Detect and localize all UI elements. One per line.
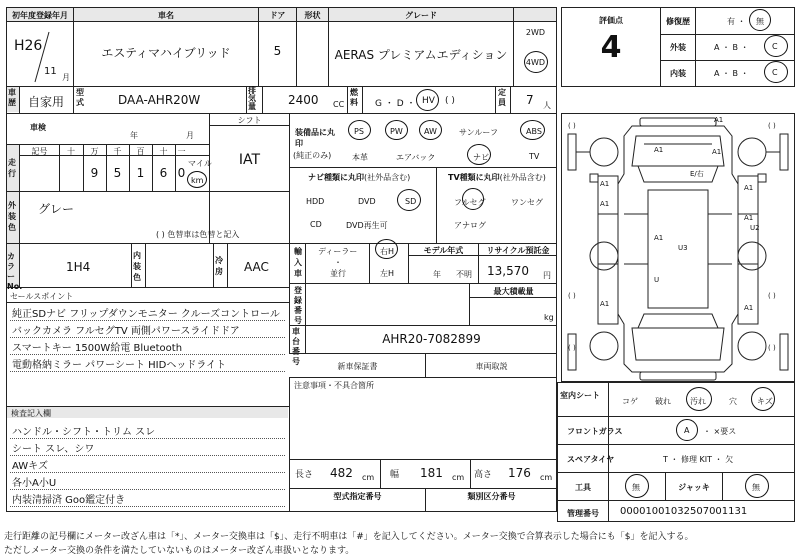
- length-value: 482: [330, 466, 353, 480]
- import-parallel: 並行: [330, 269, 346, 278]
- diagram-damage-label: A1: [600, 200, 610, 208]
- equip-airbag: エアバック: [396, 153, 436, 162]
- capacity-unit: 人: [543, 101, 551, 110]
- jack-value: 無: [752, 483, 760, 492]
- exterior-options: A ・ B ・: [714, 43, 749, 52]
- width-value: 181: [420, 466, 443, 480]
- capacity: 7: [526, 93, 534, 107]
- grade-label: グレード: [405, 11, 437, 20]
- mileage-digit: 9: [90, 166, 99, 180]
- first-reg-month-unit: 月: [62, 73, 70, 82]
- fuel-label: 燃料: [350, 88, 358, 107]
- mgmt-value: 00001001032507001131: [620, 506, 748, 517]
- windshield-label: フロントガラス: [567, 427, 623, 436]
- inspector-line-3: AWキズ: [12, 461, 48, 472]
- door-label: ドア: [269, 11, 286, 20]
- import-dot: ・: [334, 258, 342, 267]
- capacity-label: 定員: [498, 88, 506, 107]
- tools-value: 無: [632, 483, 640, 492]
- diagram-damage-label: A1: [744, 184, 754, 192]
- model-label: 型式: [76, 88, 84, 107]
- drive-2wd: 2WD: [525, 28, 546, 37]
- svg-text:( ): ( ): [768, 292, 776, 300]
- navi-hdd: HDD: [306, 197, 325, 206]
- import-dealer: ディーラー: [318, 247, 358, 256]
- inspector-line-5: 内装清掃済 Goo鑑定付き: [12, 495, 126, 506]
- registration-label: 登録番号: [294, 286, 302, 325]
- mileage-digit-label: 一: [177, 147, 186, 156]
- category-label: 類別区分番号: [467, 492, 516, 501]
- tv-label-text: TV種類に丸印: [448, 173, 500, 182]
- jack-circle: [745, 474, 769, 498]
- footer-line-1: 走行距離の記号欄にメーター改ざん車は「*」、メーター交換車は「$」、走行不明車は「#」を記入してください。メーター交換で合算表示した場合にも「$」を記入する。: [4, 532, 694, 542]
- spare-tire-label: スペアタイヤ: [567, 455, 615, 464]
- mileage-digit-label: 百: [136, 147, 145, 156]
- diagram-damage-label: A1: [744, 304, 754, 312]
- navi-dvd-play: DVD再生可: [346, 221, 388, 230]
- shift-label: シフト: [237, 116, 262, 125]
- repair-options: 有 ・: [727, 17, 746, 26]
- inspector-line-1: ハンドル・シフト・トリム スレ: [12, 427, 156, 438]
- navi-label: [308, 172, 410, 183]
- car-damage-diagram: [562, 114, 794, 381]
- repair-label: 修復歴: [666, 17, 690, 26]
- exterior-circle: [764, 35, 788, 57]
- fuel-hv-circle: [416, 89, 439, 111]
- seat-burn: コゲ: [622, 397, 638, 406]
- model-year-unknown: 不明: [456, 270, 472, 279]
- grade: AERAS プレミアムエディション: [334, 48, 508, 62]
- mileage-digit-label: 万: [90, 147, 99, 156]
- mileage-mark-label: 記号: [31, 147, 48, 156]
- equip-aw: AW: [424, 127, 437, 136]
- width-label: 幅: [390, 470, 400, 480]
- model-year-label: モデル年式: [423, 246, 464, 255]
- footer-line-2: ただしメーター交換の条件を満たしていないものはメーター改ざん車扱いとなります。: [4, 546, 355, 556]
- import-left: 左H: [380, 269, 395, 278]
- mileage-digit-label: 十: [159, 147, 168, 156]
- length-unit: cm: [362, 473, 375, 482]
- diagram-damage-label: A1: [744, 214, 754, 222]
- displacement: 2400: [288, 93, 319, 107]
- diagram-damage-label: A1: [600, 180, 610, 188]
- diagram-damage-label: A1: [714, 116, 724, 124]
- color-code-value: 1H4: [66, 260, 91, 274]
- repair-circle: [749, 9, 771, 31]
- manual-label: 車両取説: [475, 362, 508, 371]
- seat-dirt-circle: [686, 387, 712, 411]
- color-code-label: カラーNo.: [7, 252, 23, 291]
- height-label: 高さ: [474, 470, 493, 480]
- recycle-value: 13,570: [487, 264, 529, 278]
- inspection-month: 月: [186, 131, 194, 140]
- mileage-digit: 5: [113, 166, 122, 180]
- drive-4wd-circle: [524, 51, 548, 73]
- equip-ps-circle: [348, 120, 371, 140]
- inspector-label: 検査記入欄: [11, 409, 51, 418]
- warranty-label: 新車保証書: [337, 362, 378, 371]
- inspection-year: 年: [130, 131, 138, 140]
- interior-selected: C: [772, 68, 778, 77]
- max-load-unit: kg: [544, 313, 554, 322]
- exterior-color-note: ( ) 色替車は色替と記入: [156, 230, 240, 239]
- inspector-line-4: 各小A小U: [12, 478, 57, 489]
- exterior-color-label: 外装色: [8, 201, 16, 232]
- car-name: エスティマハイブリッド: [101, 46, 231, 60]
- equip-leather: 本革: [352, 153, 368, 162]
- exterior-selected: C: [772, 42, 778, 51]
- drive-4wd: 4WD: [525, 58, 546, 67]
- tv-fullseg-circle: [462, 188, 484, 210]
- use-label: 車歴: [8, 88, 16, 107]
- length-label: 長さ: [295, 470, 314, 480]
- sales-line-2: バックカメラ フルセグTV 両側パワースライドドア: [12, 326, 240, 337]
- mileage-digit-label: 十: [67, 147, 75, 156]
- max-load-label: 最大積載量: [493, 287, 534, 296]
- tools-label: 工具: [575, 483, 591, 492]
- fuel-options: G ・ D ・: [375, 99, 416, 109]
- chassis-label: 車台番号: [292, 327, 300, 366]
- chassis-value: AHR20-7082899: [382, 332, 481, 346]
- import-right-circle: [375, 239, 398, 259]
- interior-label: 内装: [670, 69, 686, 78]
- navi-cd: CD: [310, 220, 322, 229]
- navi-label-text: ナビ種類に丸印: [308, 173, 364, 182]
- unit-km-circle: [187, 171, 207, 188]
- fuel-selected: HV: [422, 96, 435, 106]
- diagram-damage-label: E/右: [690, 170, 704, 178]
- type-cert-label: 型式指定番号: [333, 492, 382, 501]
- seat-hole: 穴: [729, 397, 737, 406]
- navi-sd-circle: [397, 189, 421, 211]
- mileage-digit: 1: [136, 166, 145, 180]
- equipment-sub: (純正のみ): [293, 151, 332, 160]
- fuel-other: ( ): [445, 96, 455, 106]
- equip-ps: PS: [354, 127, 364, 136]
- interior-circle: [764, 61, 788, 83]
- ac-value: AAC: [244, 260, 269, 274]
- first-reg-era: H26: [14, 38, 43, 54]
- windshield-circle: [676, 419, 698, 441]
- svg-text:( ): ( ): [768, 122, 776, 130]
- mileage-digit-label: 千: [113, 147, 122, 156]
- diagram-damage-label: A1: [600, 300, 610, 308]
- seat-scratch: キズ: [757, 397, 773, 406]
- seat-scratch-circle: [751, 387, 775, 411]
- ac-label: 冷房: [215, 256, 223, 276]
- sales-line-1: 純正SDナビ フリップダウンモニター クルーズコントロール: [12, 309, 280, 320]
- sales-points-label: セールスポイント: [10, 292, 74, 301]
- caution-label: 注意事項・不具合箇所: [294, 381, 374, 390]
- unit-km: km: [191, 176, 204, 185]
- displacement-label: 排気量: [248, 86, 256, 111]
- equip-pw-circle: [385, 120, 408, 140]
- tv-sub: (社外品含む): [499, 173, 546, 182]
- mileage-digit: 0: [177, 166, 186, 180]
- windshield-rest: ・ ×要ス: [703, 427, 737, 436]
- mileage-label: 走行: [8, 158, 16, 178]
- interior-color-label: 内装色: [133, 251, 141, 282]
- seat-label: 室内シート: [560, 391, 600, 400]
- import-right: 右H: [380, 247, 395, 256]
- import-label: 輸入車: [294, 247, 302, 278]
- navi-sd: SD: [405, 197, 417, 206]
- model-year-unit: 年: [433, 270, 441, 279]
- svg-text:( ): ( ): [568, 292, 576, 300]
- first-reg-label: 初年度登録年月: [12, 11, 68, 20]
- equip-tv: TV: [529, 152, 540, 161]
- height-value: 176: [508, 466, 531, 480]
- seat-dirt: 汚れ: [690, 397, 706, 406]
- equip-abs: ABS: [526, 127, 542, 136]
- mileage-digit: 6: [159, 166, 168, 180]
- tv-fullseg: フルセグ: [454, 198, 486, 207]
- sales-line-3: スマートキー 1500W給電 Bluetooth: [12, 343, 183, 354]
- jack-label: ジャッキ: [678, 483, 710, 492]
- svg-text:( ): ( ): [568, 122, 576, 130]
- navi-sub: (社外品含む): [364, 173, 411, 182]
- svg-text:( ): ( ): [568, 344, 576, 352]
- inspection-label: 車検: [30, 123, 46, 132]
- diagram-damage-label: U: [654, 276, 660, 284]
- svg-text:( ): ( ): [768, 344, 776, 352]
- inspector-line-2: シート スレ、シワ: [12, 444, 95, 455]
- equipment-label: 装備品に丸印: [295, 128, 335, 148]
- tools-circle: [625, 474, 649, 498]
- displacement-unit: CC: [333, 100, 345, 109]
- diagram-damage-label: U3: [678, 244, 688, 252]
- model: DAA-AHR20W: [118, 93, 201, 107]
- use-value: 自家用: [28, 95, 65, 109]
- seat-tear: 破れ: [655, 397, 671, 406]
- repair-selected: 無: [756, 17, 764, 26]
- recycle-label: リサイクル預託金: [486, 246, 550, 255]
- unit-mile: マイル: [188, 159, 212, 168]
- diagram-damage-label: U2: [750, 224, 760, 232]
- equip-sunroof: サンルーフ: [459, 128, 498, 137]
- first-reg-month: 11: [44, 66, 57, 77]
- tv-analog: アナログ: [454, 221, 486, 230]
- equip-navi-circle: [467, 144, 491, 165]
- doors: 5: [273, 44, 282, 58]
- windshield-selected: A: [684, 426, 690, 435]
- exterior-label: 外装: [670, 43, 686, 52]
- rating-label: 評価点: [599, 16, 623, 25]
- rating-value: 4: [600, 30, 622, 65]
- sales-line-4: 電動格納ミラー パワーシート HIDヘッドライト: [12, 360, 227, 371]
- recycle-unit: 円: [543, 271, 551, 280]
- exterior-color-value: グレー: [38, 202, 75, 216]
- equip-aw-circle: [419, 120, 442, 140]
- shape-label: 形状: [304, 11, 321, 20]
- diagram-damage-label: A1: [654, 234, 664, 242]
- tv-label: [448, 172, 546, 183]
- shift-value: IAT: [238, 152, 261, 168]
- interior-options: A ・ B ・: [714, 69, 749, 78]
- equip-abs-circle: [520, 120, 545, 140]
- width-unit: cm: [452, 473, 465, 482]
- diagram-damage-label: A1: [654, 146, 664, 154]
- car-name-label: 車名: [158, 11, 174, 20]
- diagram-damage-label: A1: [712, 148, 722, 156]
- height-unit: cm: [540, 473, 553, 482]
- equip-navi: ナビ: [473, 153, 489, 162]
- tv-oneseg: ワンセグ: [511, 198, 543, 207]
- mgmt-label: 管理番号: [567, 509, 599, 518]
- equip-pw: PW: [390, 127, 403, 136]
- spare-tire-options: T ・ 修理 KIT ・ 欠: [663, 455, 734, 464]
- navi-dvd: DVD: [358, 197, 376, 206]
